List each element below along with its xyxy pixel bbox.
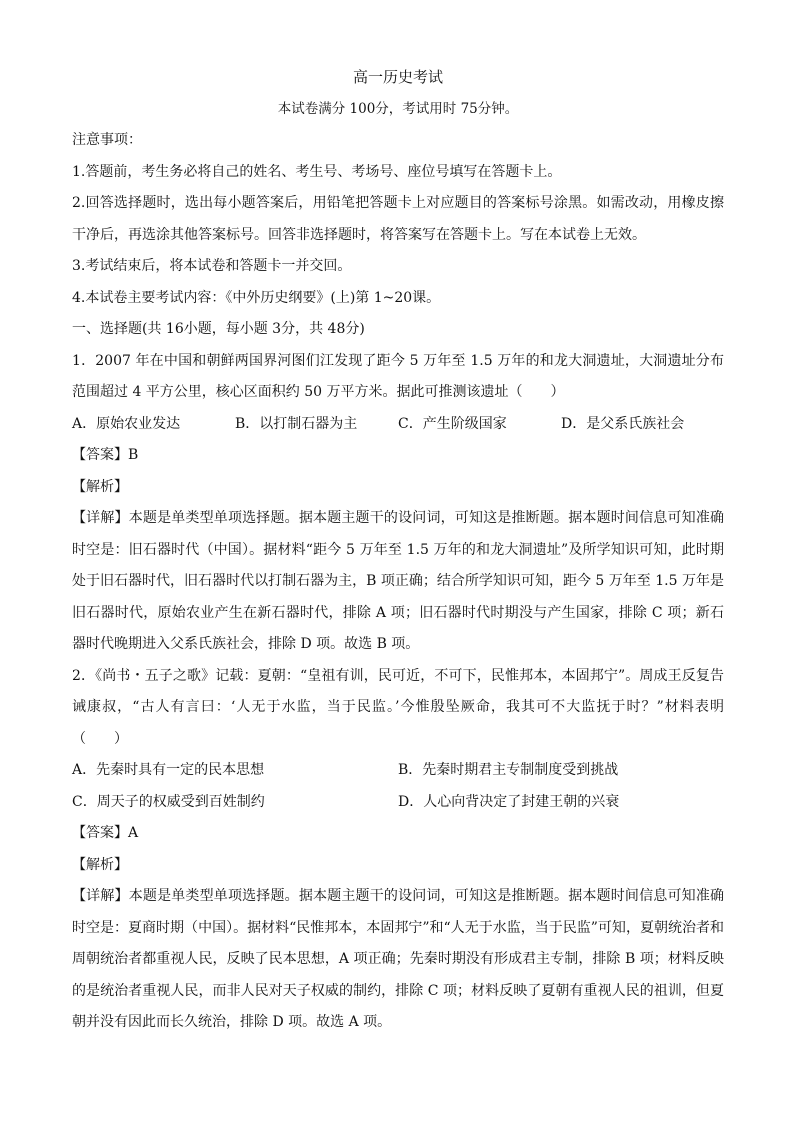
page-subtitle: 本试卷满分 100分，考试用时 75分钟。	[277, 100, 519, 117]
page-title: 高一历史考试	[352, 68, 443, 86]
option-a: A．先秦时具有一定的民本思想	[72, 762, 265, 778]
notice-item: 4.本试卷主要考试内容：《中外历史纲要》(上)第 1~20课。	[72, 289, 441, 306]
question-stem: 2．《尚书・五子之歌》记载：夏朝：“皇祖有训，民可近，不可下，民惟邦本，本固邦宁”。周成王反复告诫康叔，“古人有言曰：‘人无于水监，当于民监。’今惟殷坠厥命，我其可不大监抚于时？”材料表明（ ）	[72, 667, 724, 747]
detail-text: 【详解】本题是单类型单项选择题。据本题主题干的设问词，可知这是推断题。据本题时间信息可知准确时空是：夏商时期（中国）。据材料“民惟邦本，本固邦宁”和“人无于水监，当于民监”可知，夏朝统治者和周朝统治者都重视人民，反映了民本思想，A 项正确；先秦时期没有形成君主专制，排除 B 项；材料反映的是统治者重视人民，而非人民对天子权威的制约，排除 C 项；材料反映了夏朝有重视人民的祖训，但夏朝并没有因此而长久统治，排除 D 项。故选 A 项。	[72, 888, 724, 1030]
answer-label: 【答案】A	[72, 825, 139, 841]
section-heading: 一、选择题(共 16小题，每小题 3分，共 48分)	[72, 321, 365, 337]
detail-text: 【详解】本题是单类型单项选择题。据本题主题干的设问词，可知这是推断题。据本题时间信息可知准确时空是：旧石器时代（中国）。据材料“距今 5 万年至 1.5 万年的和龙大洞遗址”及所学知识可知，此时期处于旧石器时代，旧石器时代以打制石器为主，B 项正确；结合所学知识可知，距今 5 万年至 1.5 万年是旧石器时代，原始农业产生在新石器时代，排除 A 项；旧石器时代时期没与产生国家，排除 C 项；新石器时代晚期进入父系氏族社会，排除 D 项。故选 B 项。	[72, 510, 724, 652]
option-row	[72, 787, 724, 819]
answer-label: 【答案】B	[72, 447, 139, 463]
notice-item: 1.答题前，考生务必将自己的姓名、考生号、考场号、座位号填写在答题卡上。	[72, 163, 562, 180]
notice-heading: 注意事项：	[72, 132, 142, 148]
analysis-label: 【解析】	[72, 856, 128, 873]
option-d: D．人心向背决定了封建王朝的兴衰	[398, 793, 620, 810]
option-c: C．周天子的权威受到百姓制约	[72, 793, 265, 810]
option-row	[72, 755, 724, 787]
notice-item: 2.回答选择题时，选出每小题答案后，用铅笔把答题卡上对应题目的答案标号涂黑。如需改动，用橡皮擦干净后，再选涂其他答案标号。回答非选择题时，将答案写在答题卡上。写在本试卷上无效。	[72, 195, 724, 243]
option-row	[72, 409, 724, 441]
notice-item: 3.考试结束后，将本试卷和答题卡一并交回。	[72, 258, 352, 274]
option-c: C．产生阶级国家	[398, 415, 507, 432]
option-d: D．是父系氏族社会	[561, 415, 685, 432]
exam-page	[72, 62, 724, 1039]
question-stem: 1．2007 年在中国和朝鲜两国界河图们江发现了距今 5 万年至 1.5 万年的和龙大洞遗址，大洞遗址分布范围超过 4 平方公里，核心区面积约 50 万平方米。据此可推测该遗址（ ）	[72, 352, 724, 400]
analysis-label: 【解析】	[72, 478, 128, 495]
option-a: A．原始农业发达	[72, 415, 181, 432]
option-b: B．以打制石器为主	[235, 415, 358, 432]
option-b: B．先秦时期君主专制制度受到挑战	[398, 762, 619, 778]
